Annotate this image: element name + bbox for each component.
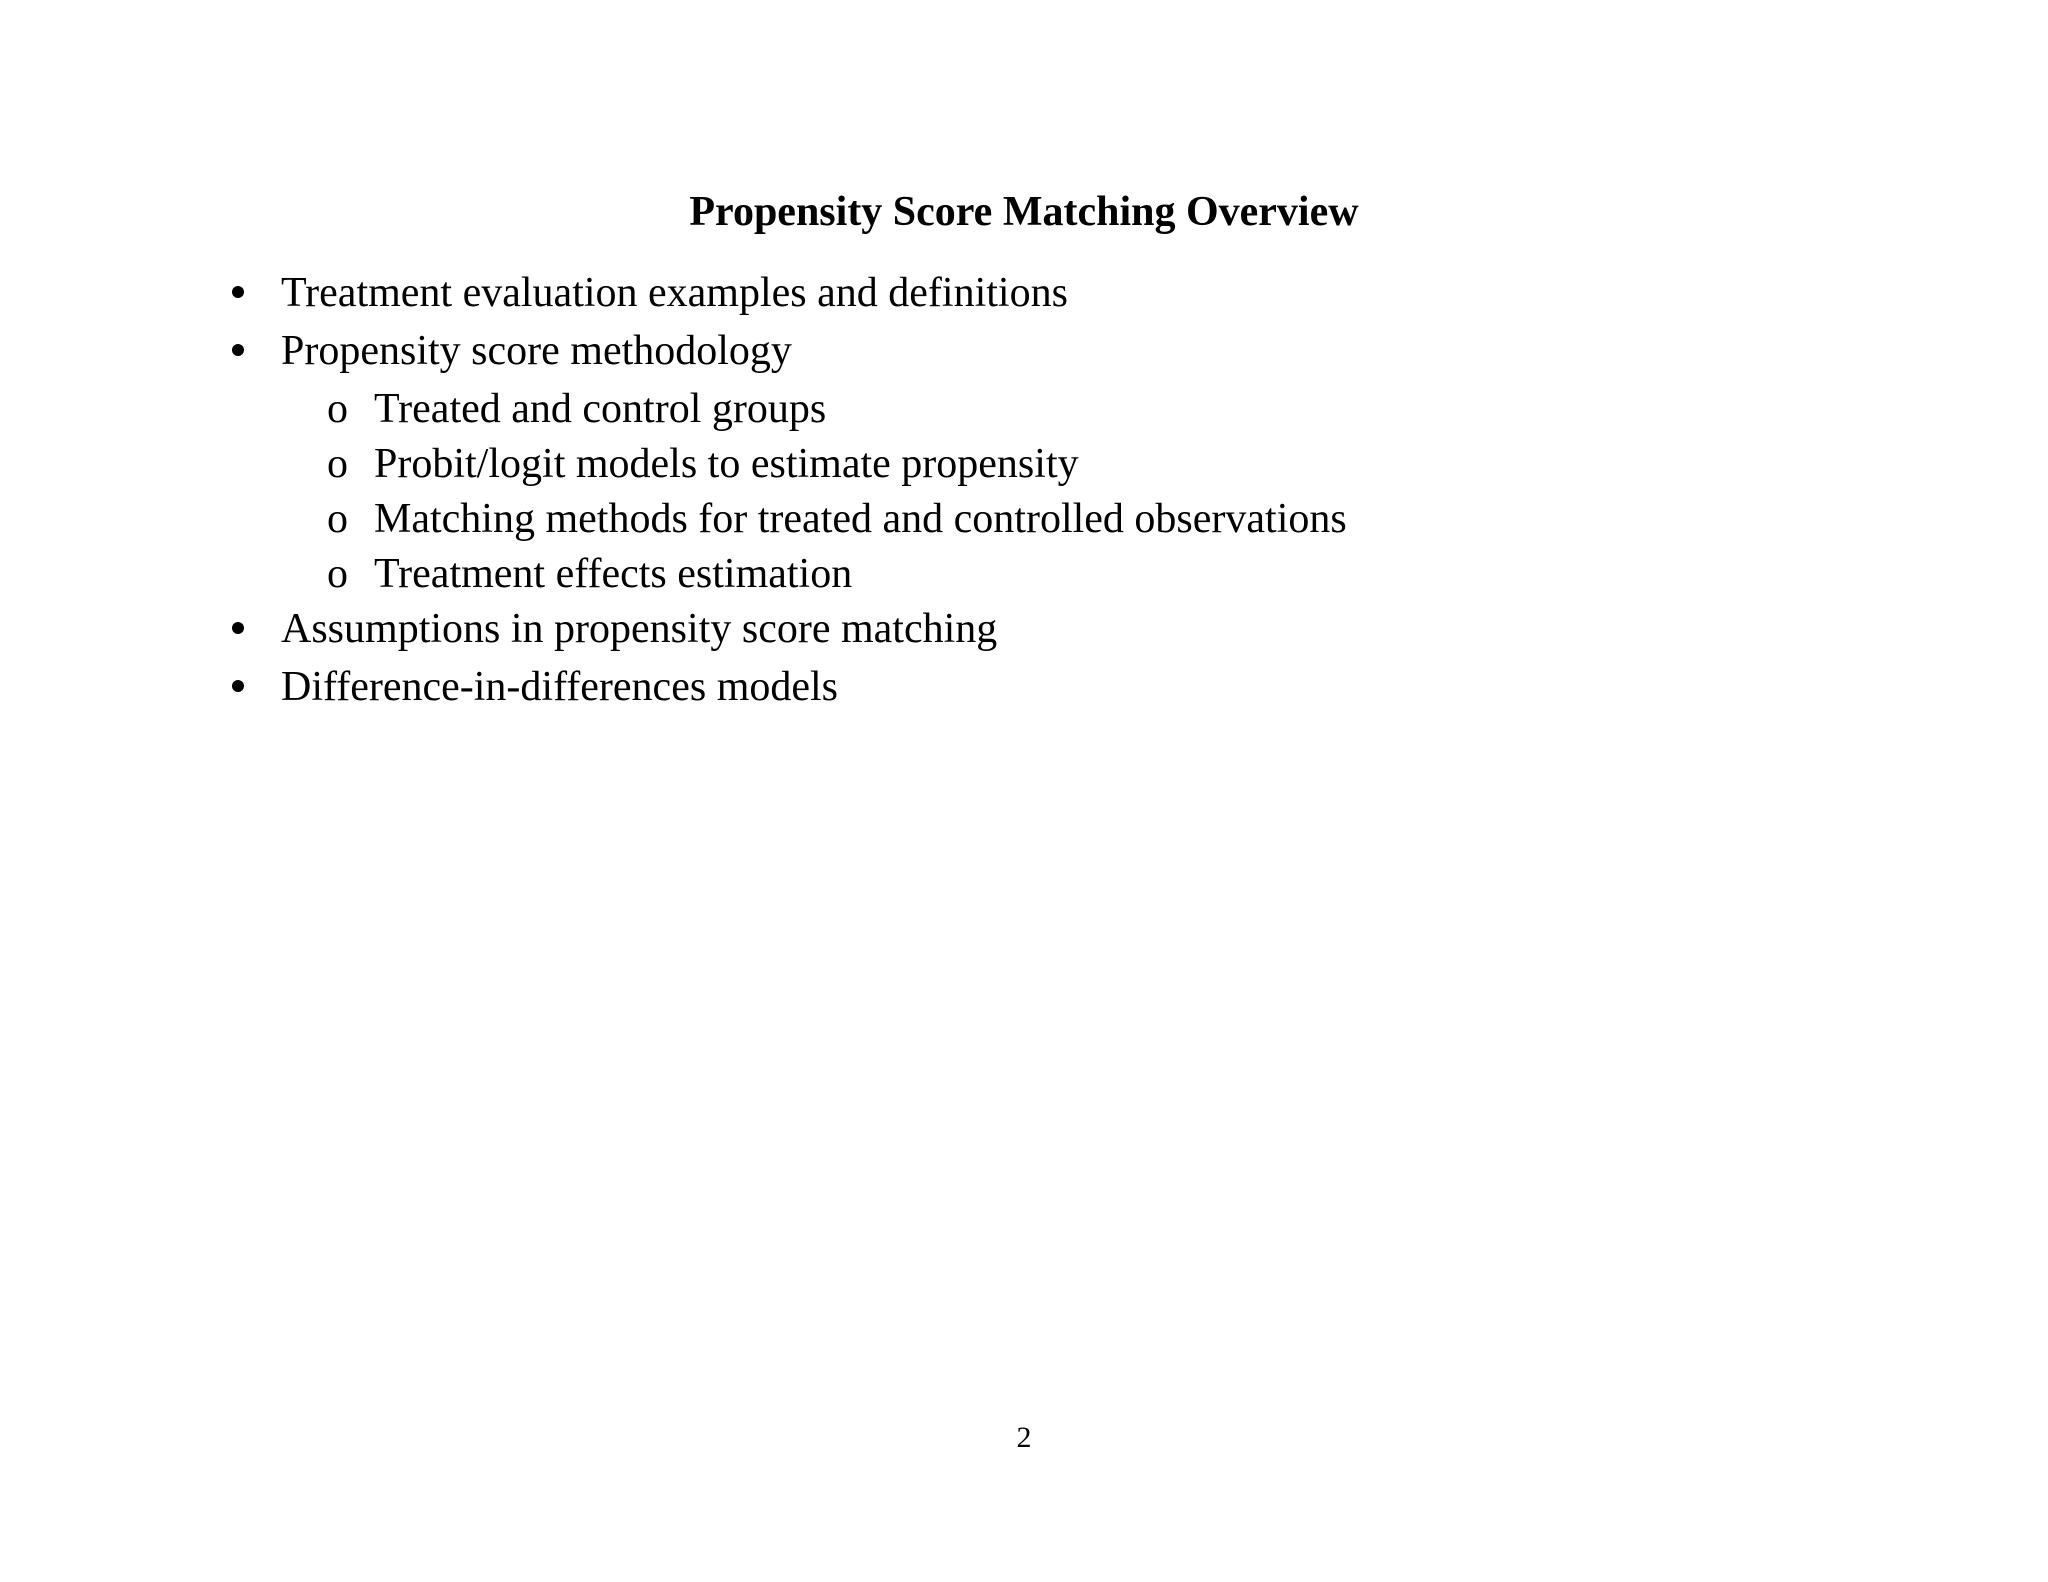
- hollow-bullet-icon: o: [327, 551, 348, 597]
- list-item-text: Treated and control groups: [374, 386, 827, 432]
- bullet-icon: [232, 659, 244, 715]
- page-number: 2: [1016, 1421, 1032, 1454]
- bullet-icon: [232, 323, 244, 379]
- list-item: [0, 659, 2048, 717]
- list-item-text: Treatment evaluation examples and definitions: [281, 270, 1068, 316]
- sub-list-item: [0, 546, 2048, 601]
- sub-list-item: [0, 436, 2048, 491]
- outline-list: [0, 265, 2048, 717]
- list-item: [0, 601, 2048, 659]
- bullet-icon: [232, 265, 244, 321]
- hollow-bullet-icon: o: [327, 496, 348, 542]
- sub-list-item: [0, 381, 2048, 436]
- list-item-text: Difference-in-differences models: [281, 664, 839, 710]
- list-item-text: Propensity score methodology: [281, 328, 792, 374]
- page-title: Propensity Score Matching Overview: [689, 189, 1359, 235]
- hollow-bullet-icon: o: [327, 386, 348, 432]
- sub-list-item: [0, 491, 2048, 546]
- list-item-text: Treatment effects estimation: [374, 551, 853, 597]
- bullet-icon: [232, 601, 244, 657]
- list-item: [0, 265, 2048, 323]
- list-item-text: Probit/logit models to estimate propensity: [374, 441, 1079, 487]
- list-item: [0, 323, 2048, 381]
- list-item-text: Assumptions in propensity score matching: [281, 606, 998, 652]
- list-item-text: Matching methods for treated and controlled observations: [374, 496, 1347, 542]
- hollow-bullet-icon: o: [327, 441, 348, 487]
